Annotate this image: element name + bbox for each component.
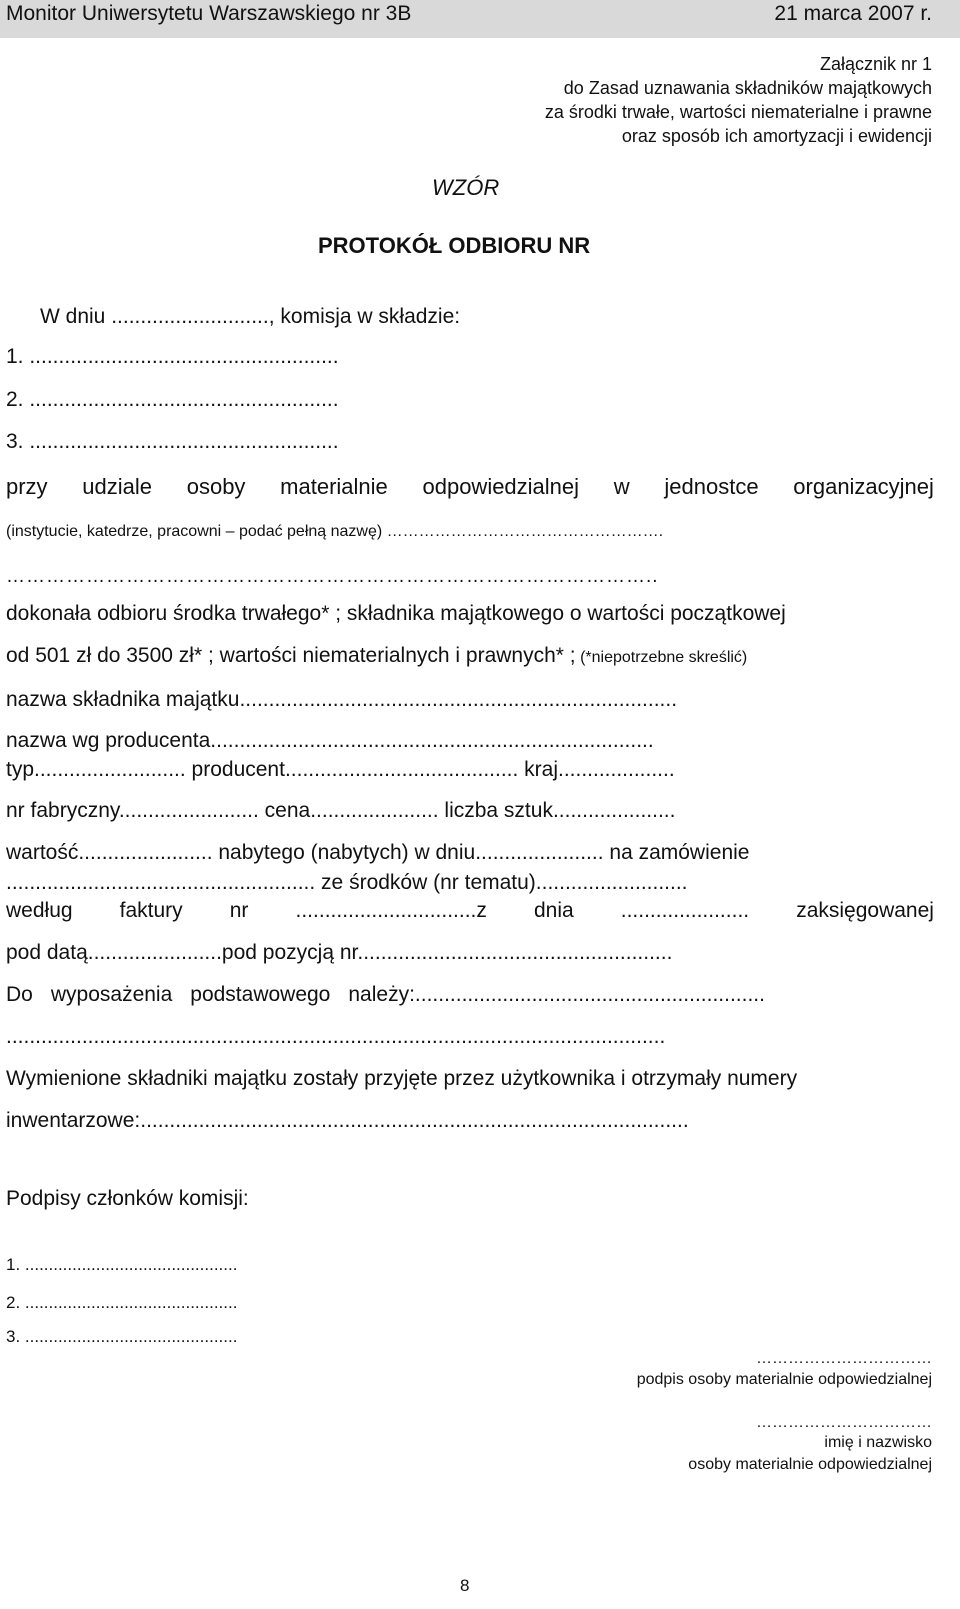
booking-date-field: pod datą.......................pod pozycją nr...................................................... [6,941,673,964]
annex-line: oraz sposób ich amortyzacji i ewidencji [621,126,932,146]
word: odpowiedzialnej [422,474,580,499]
word: dnia [533,899,574,922]
body-text: od 501 zł do 3500 zł* ; wartości niematerialnych i prawnych* ; [6,644,576,667]
invoice-line [6,899,934,923]
signature-line: 3. ............................................. [6,1327,238,1346]
publication-date: 21 marca 2007 r. [774,2,932,25]
annex-line: do Zasad uznawania składników majątkowych [563,78,932,98]
template-label: WZÓR [432,175,500,200]
responsible-dots: …………………………… [756,1350,932,1367]
signature-line: 2. ............................................. [6,1293,238,1312]
signatures-title: Podpisy członków komisji: [6,1187,249,1210]
producer-name-field: nazwa wg producenta............................................................................ [6,729,654,752]
word: materialnie [280,474,388,499]
unit-dots: ……………………………………………. [386,523,664,540]
responsible-signature-label: podpis osoby materialnie odpowiedzialnej [636,1371,932,1388]
equipment-continuation: ................................................................................................................. [6,1025,666,1048]
word: według [6,899,73,922]
word: udziale [82,474,152,499]
equipment-line [6,983,934,1007]
name-label: imię i nazwisko [824,1434,932,1451]
received-line: Wymienione składniki majątku zostały przyjęte przez użytkownika i otrzymały numery [6,1067,798,1090]
type-field: typ.......................... producent........................................ kraj.................... [6,758,675,781]
word: nr [229,899,249,922]
word: wyposażenia [50,983,173,1006]
word: przy [6,474,48,499]
strike-note: (*niepotrzebne skreślić) [580,649,748,666]
committee-line: 1. ..................................................... [6,345,339,368]
document-title: PROTOKÓŁ ODBIORU NR [318,233,591,258]
unit-continuation: …………………………………………………………………………………….. [6,566,659,587]
intro-line: W dniu ..........................., komisja w składzie: [40,305,461,328]
body-line: dokonała odbioru środka trwałego* ; składnika majątkowego o wartości początkowej [6,602,786,625]
inventory-field: inwentarzowe:.............................................................................................. [6,1109,689,1132]
participation-line [6,474,934,500]
name-dots: …………………………… [756,1414,932,1431]
asset-name-field: nazwa składnika majątku........................................................................... [6,688,678,711]
unit-hint: (instytucie, katedrze, pracowni – podać pełną nazwę) [6,523,383,540]
word: Do [6,983,33,1006]
name-label: osoby materialnie odpowiedzialnej [688,1456,932,1473]
word: jednostce [664,474,759,499]
word: faktury [119,899,183,922]
funds-field: ..................................................... ze środków (nr tematu).......................... [6,871,688,894]
serial-field: nr fabryczny........................ cena...................... liczba sztuk..................... [6,799,676,822]
annex-note [545,52,932,148]
word: w [613,474,630,499]
word: zaksięgowanej [796,899,934,922]
page-number: 8 [460,1576,470,1595]
word: należy:............................................................ [348,983,765,1006]
value-field: wartość....................... nabytego (nabytych) w dniu...................... na zamówienie [6,841,750,864]
annex-line: Załącznik nr 1 [819,54,932,74]
unit-line [6,523,663,541]
word: organizacyjnej [793,474,934,499]
committee-line: 2. ..................................................... [6,388,339,411]
signature-line: 1. ............................................. [6,1255,238,1274]
word: ...................... [620,899,750,922]
committee-line: 3. ..................................................... [6,430,339,453]
body-line [6,644,747,668]
page-header [0,0,960,38]
word: podstawowego [190,983,331,1006]
word: ...............................z [295,899,487,922]
publication-title: Monitor Uniwersytetu Warszawskiego nr 3B [6,2,412,25]
annex-line: za środki trwałe, wartości niematerialne i prawne [544,102,932,122]
word: osoby [186,474,246,499]
